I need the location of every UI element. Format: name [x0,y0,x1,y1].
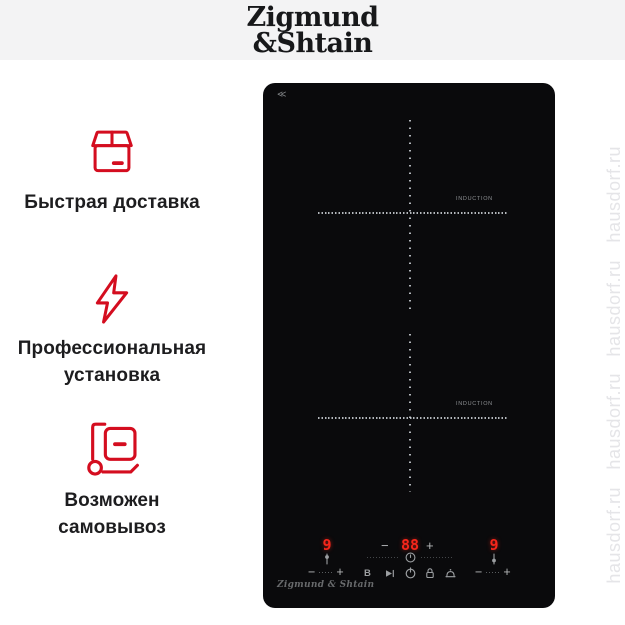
lightning-icon [6,272,218,326]
brand-logo-line2: &Shtain [252,28,373,59]
left-zone-slider-icon [323,553,331,565]
brand-logo-line1: Zigmund [246,2,379,33]
induction-hob [263,83,555,608]
watermark-text: hausdorf.ru [604,373,624,470]
timer-minus-key: − [381,538,389,553]
zone2-vertical-dots [409,334,411,492]
timer-clock-icon [405,552,416,563]
feature-label: Быстрая доставка [24,192,200,213]
watermark-text: hausdorf.ru [604,259,624,357]
hand-truck-icon [6,420,218,478]
left-zone-display: 9 [322,536,332,554]
right-zone-power-keys [475,566,511,578]
boost-key: B [364,568,371,579]
left-zone-power-keys [308,566,344,578]
zone1-induction-label: INDUCTION [456,196,493,202]
plus-key: + [503,565,511,579]
watermark-text: hausdorf.ru [604,146,624,243]
zone2-horizontal-dots [318,417,508,419]
watermark-text: hausdorf.ru [604,486,624,584]
slider-track [319,572,332,573]
feature-self-pickup [6,420,218,541]
minus-key: − [308,565,316,579]
right-zone-display: 9 [489,536,499,554]
lock-key-icon [425,567,435,579]
feature-label: Возможен самовывоз [58,490,166,538]
minus-key: − [475,565,483,579]
zone1-horizontal-dots [318,212,508,214]
timer-display: 88 [400,536,420,554]
header-strip [0,0,625,60]
feature-pro-installation [6,272,218,389]
power-key-icon [405,567,416,579]
slider-track [486,572,499,573]
feature-label: Профессиональная установка [17,338,207,386]
brand-logo [0,4,625,57]
timer-dotted-right [421,557,454,558]
glass-mark: ≪ [277,89,287,99]
package-icon [6,124,218,180]
plus-key: + [336,565,344,579]
timer-plus-key: + [426,538,434,553]
right-zone-slider-icon [490,553,498,565]
hob-brand-logo: Zigmund & Shtain [277,580,375,590]
zone2-induction-label: INDUCTION [456,401,493,407]
watermark-column [604,146,625,616]
timer-dotted-left [367,557,400,558]
zone1-vertical-dots [409,120,411,309]
feature-fast-delivery [6,124,218,216]
keep-warm-key-icon [444,568,457,579]
pause-key-icon [384,568,395,579]
